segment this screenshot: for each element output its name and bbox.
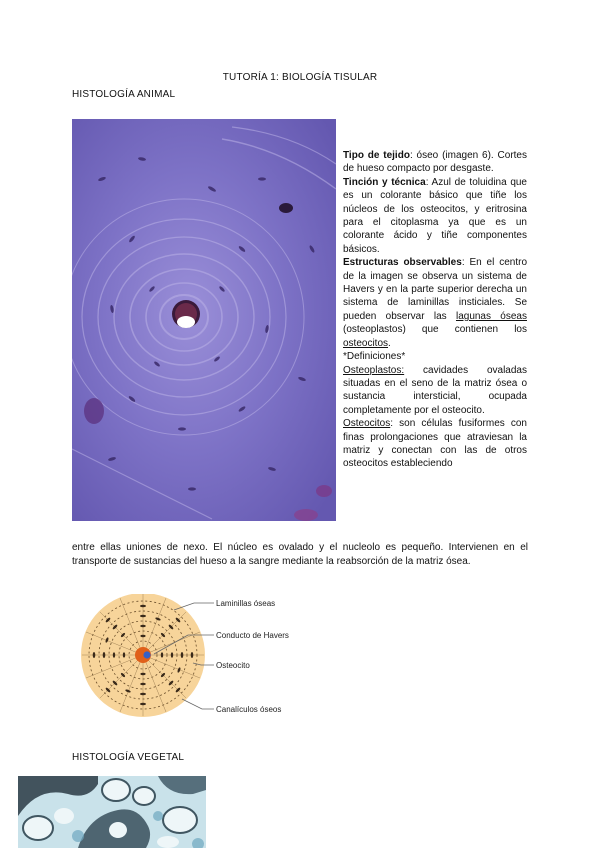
continuation-paragraph: entre ellas uniones de nexo. El núcleo es ovalado y el nucleolo es pequeño. Intervienen en el transporte de sustancias del hueso a la sangre mediante la reabsorción de la matriz ósea. (72, 542, 528, 567)
label-canaliculos: Canalículos óseos (216, 705, 282, 714)
osteoplastos-label: Osteoplastos: (343, 364, 405, 376)
havers-vessel (143, 651, 150, 658)
estructuras-text-1: : En el centro de la imagen se observa un sistema de Havers y en la parte superior derecha un sistema de laminillas insticiales. Se pueden observar las (343, 257, 528, 322)
estructuras-paragraph (343, 256, 527, 350)
tipo-text: : óseo (imagen 6). Cortes de hueso compacto por desgaste. (343, 150, 527, 175)
osteocitos-link: osteocitos (343, 337, 389, 349)
label-laminillas: Laminillas óseas (216, 599, 276, 608)
tissue-description (343, 149, 527, 471)
osteocitos-text: : son células fusiformes con finas prolongaciones que atraviesan la matriz y conectan con las de otros osteocitos estableciendo (343, 418, 527, 470)
bone-micrograph (72, 119, 336, 521)
tipo-label: Tipo de tejido (343, 150, 410, 161)
osteoplastos-text: cavidades ovaladas situadas en el seno de la matriz ósea o sustancia intersticial, ocupada completamente por el osteocito. (343, 364, 527, 416)
label-conducto: Conducto de Havers (216, 631, 289, 640)
tincion-text: : Azul de toluidina que es un colorante básico que tiñe los núcleos de los osteocitos, y eritrosina para el citoplasma ya que es un colorante ácido y tiñe componentes básicos. (343, 176, 527, 255)
document-title: TUTORÍA 1: BIOLOGÍA TISULAR (222, 72, 378, 83)
estructuras-text-2: (osteoplastos) que contienen los (343, 324, 527, 336)
osteoplastos-paragraph (343, 364, 527, 418)
osteon-diagram (76, 594, 336, 728)
plant-micrograph (18, 776, 206, 848)
osteocitos-label: Osteocitos (343, 418, 391, 430)
tincion-paragraph (343, 176, 527, 256)
lagunas-link: lagunas óseas (455, 310, 527, 322)
label-osteocito: Osteocito (216, 661, 250, 670)
osteocitos-paragraph (343, 417, 527, 471)
definiciones-heading: *Definiciones* (343, 351, 406, 363)
tipo-paragraph (343, 149, 527, 176)
section-heading-animal: HISTOLOGÍA ANIMAL (72, 89, 176, 100)
estructuras-text-3: . (388, 337, 391, 349)
tincion-label: Tinción y técnica (343, 176, 426, 188)
section-heading-vegetal: HISTOLOGÍA VEGETAL (72, 752, 185, 763)
estructuras-label: Estructuras observables (343, 257, 462, 269)
